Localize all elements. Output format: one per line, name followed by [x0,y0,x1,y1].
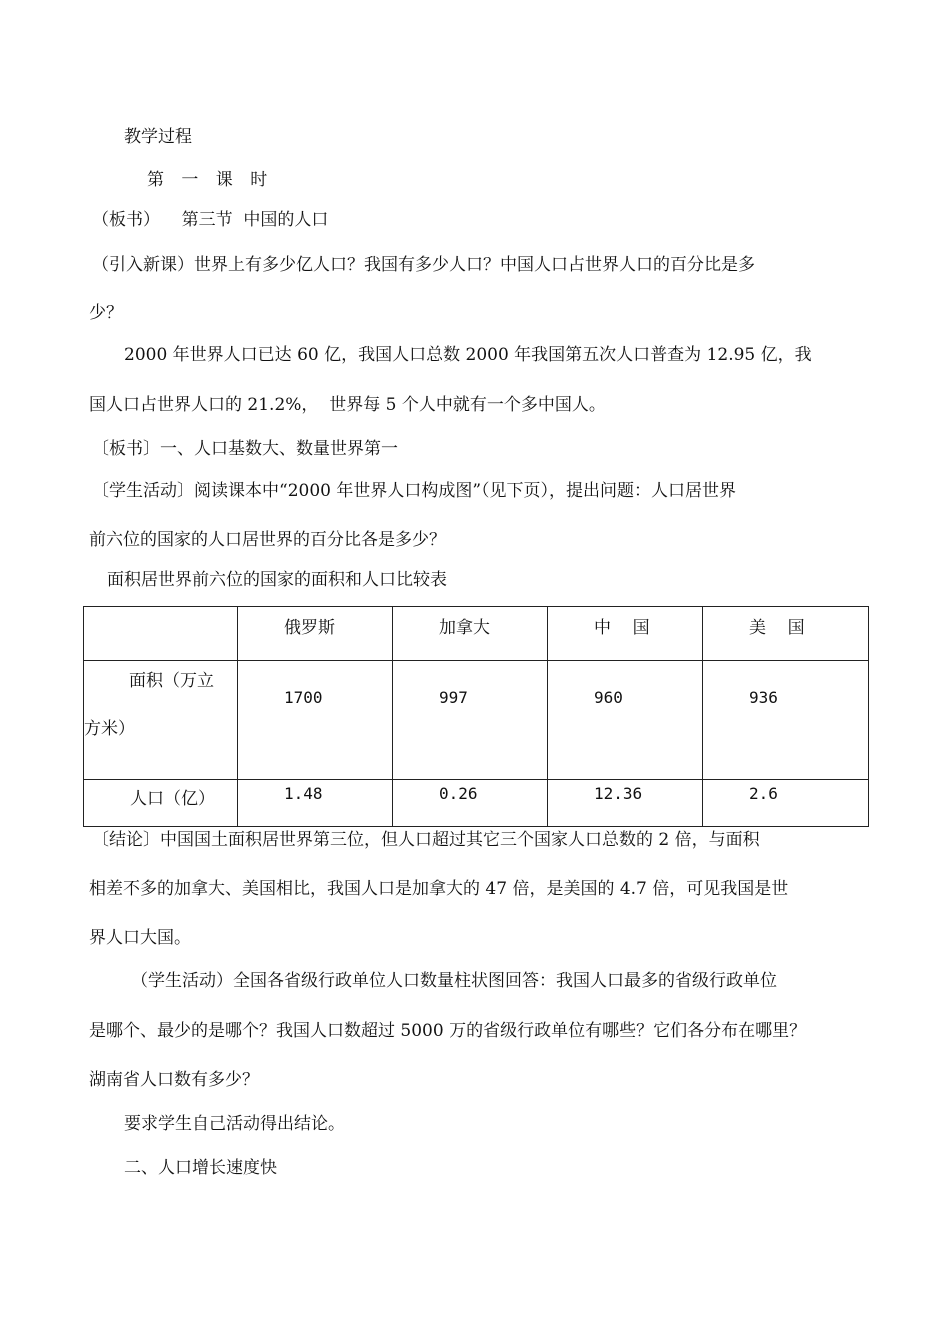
intro-paragraph-line: 少？ [89,303,123,323]
table-cell: 1.48 [238,780,393,827]
table-cell: 2.6 [703,780,869,827]
row-label-area-line: 面积（万立 [129,671,214,691]
row-label-area [84,661,238,780]
board-note-point-one: 〔板书〕一、人口基数大、数量世界第一 [92,439,398,459]
section-heading: 教学过程 [124,127,192,147]
table-header-cell: 美 国 [703,607,869,661]
lesson-label: 第 一 课 时 [147,170,274,190]
row-label-population: 人口（亿） [84,780,238,827]
population-paragraph-line: 2000 年世界人口已达 60 亿，我国人口总数 2000 年我国第五次人口普查为 12.95 亿，我 [124,345,812,365]
conclusion-line: 相差不多的加拿大、美国相比，我国人口是加拿大的 47 倍，是美国的 4.7 倍，可见我国是世 [89,879,789,899]
conclusion-line: 〔结论〕中国国土面积居世界第三位，但人口超过其它三个国家人口总数的 2 倍，与面积 [92,830,760,850]
population-paragraph-line: 国人口占世界人口的 21.2%， 世界每 5 个人中就有一个多中国人。 [89,395,606,415]
intro-paragraph-line: （引入新课）世界上有多少亿人口？我国有多少人口？中国人口占世界人口的百分比是多 [92,255,755,275]
table-cell: 1700 [238,661,393,780]
table-header-row [84,607,869,661]
requirement-note: 要求学生自己活动得出结论。 [124,1114,345,1134]
table-cell: 0.26 [393,780,548,827]
table-header-cell [84,607,238,661]
student-activity-2-line: （学生活动）全国各省级行政单位人口数量柱状图回答：我国人口最多的省级行政单位 [131,971,777,991]
table-header-cell: 加拿大 [393,607,548,661]
row-label-area-line: 方米） [84,719,135,739]
student-activity-2-line: 湖南省人口数有多少？ [89,1070,259,1090]
student-activity-line: 前六位的国家的人口居世界的百分比各是多少？ [89,530,446,550]
conclusion-line: 界人口大国。 [89,928,191,948]
board-note-section-title: （板书） 第三节 中国的人口 [92,210,329,230]
table-cell: 997 [393,661,548,780]
student-activity-line: 〔学生活动〕阅读课本中“2000 年世界人口构成图”（见下页），提出问题：人口居世界 [92,481,737,501]
table-row-population [84,780,869,827]
table-cell: 936 [703,661,869,780]
student-activity-2-line: 是哪个、最少的是哪个？我国人口数超过 5000 万的省级行政单位有哪些？它们各分布在哪里？ [89,1021,807,1041]
table-header-cell: 俄罗斯 [238,607,393,661]
table-header-cell: 中 国 [548,607,703,661]
table-caption: 面积居世界前六位的国家的面积和人口比较表 [107,570,447,590]
comparison-table [83,606,869,827]
section-two-heading: 二、人口增长速度快 [124,1158,277,1178]
table-cell: 12.36 [548,780,703,827]
table-cell: 960 [548,661,703,780]
table-row-area [84,661,869,780]
